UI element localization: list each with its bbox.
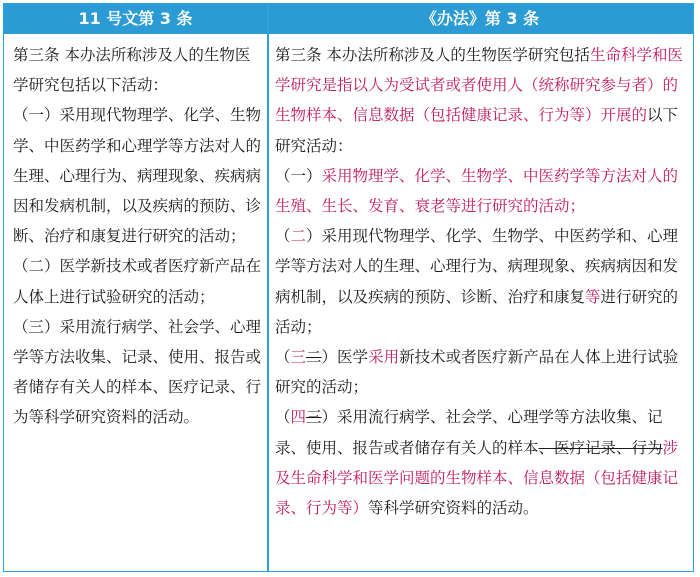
original-text: （ <box>275 348 291 367</box>
original-text: ）采用流行病学、社会学、心理学等方法收集、记录、使用、报告或者储存有关人的样本 <box>275 408 663 457</box>
added-text: 涉及生命科学和医学问题的生物样本、信息数据（包括健康记录、行为等） <box>275 438 679 518</box>
original-text: 等科学研究资料的活动。 <box>368 499 539 518</box>
deleted-text: 三 <box>306 408 322 427</box>
original-text: （一） <box>275 166 322 185</box>
added-text: 采用物理学、化学、生物学、中医药学等方法对人的生殖、生长、发育、衰老等进行研究的活动； <box>275 166 679 216</box>
deleted-text: 、医疗记录、行为 <box>538 438 663 457</box>
right-paragraph <box>275 161 687 221</box>
original-text: （ <box>275 227 291 246</box>
right-column <box>275 40 687 523</box>
header-left: 11 号文第 3 条 <box>78 9 193 28</box>
left-column <box>13 40 261 433</box>
original-text: （ <box>275 408 291 427</box>
added-text: 等 <box>585 287 601 306</box>
right-paragraph <box>275 342 687 402</box>
added-text: 二 <box>290 227 307 246</box>
left-paragraph: （一）采用现代物理学、化学、生物学、中医药学和心理学等方法对人的生理、心理行为、病理现象、疾病病因和发病机制，以及疾病的预防、诊断、治疗和康复进行研究的活动； <box>13 106 262 246</box>
original-text: 以下研究活动： <box>275 106 679 155</box>
added-text: 三 <box>290 348 307 367</box>
original-text: 进行研究的活动； <box>275 287 679 336</box>
column-divider <box>267 4 269 571</box>
original-text: ）医学 <box>321 348 369 367</box>
original-text: ）采用现代物理学、化学、生物学、中医药学和、心理学等方法对人的生理、心理行为、病理现象、疾病病因和发病机制，以及疾病的预防、诊断、治疗和康复 <box>275 227 679 306</box>
left-paragraph: （三）采用流行病学、社会学、心理学等方法收集、记录、使用、报告或者储存有关人的样本、医疗记录、行为等科学研究资料的活动。 <box>13 317 262 427</box>
original-text: 第三条 本办法所称涉及人的生物医学研究包括 <box>275 46 590 64</box>
comparison-table <box>3 3 694 572</box>
deleted-text: 二 <box>306 348 322 367</box>
right-paragraph <box>275 40 687 161</box>
table-header-row <box>4 4 693 34</box>
left-paragraph: 第三条 本办法所称涉及人的生物医学研究包括以下活动： <box>13 46 251 95</box>
left-paragraph: （二）医学新技术或者医疗新产品在人体上进行试验研究的活动； <box>13 257 262 306</box>
original-text: 新技术或者医疗新产品在人体上进行试验研究的活动； <box>275 348 679 397</box>
added-text: 四 <box>290 408 307 427</box>
right-paragraph <box>275 221 687 342</box>
added-text: 采用 <box>368 348 400 367</box>
header-right: 《办法》第 3 条 <box>420 9 540 28</box>
right-paragraph <box>275 402 687 523</box>
added-text: 生命科学和医学研究是指以人为受试者或者使用人（统称研究参与者）的生物样本、信息数据（包括健康记录、行为等）开展的 <box>275 46 683 125</box>
